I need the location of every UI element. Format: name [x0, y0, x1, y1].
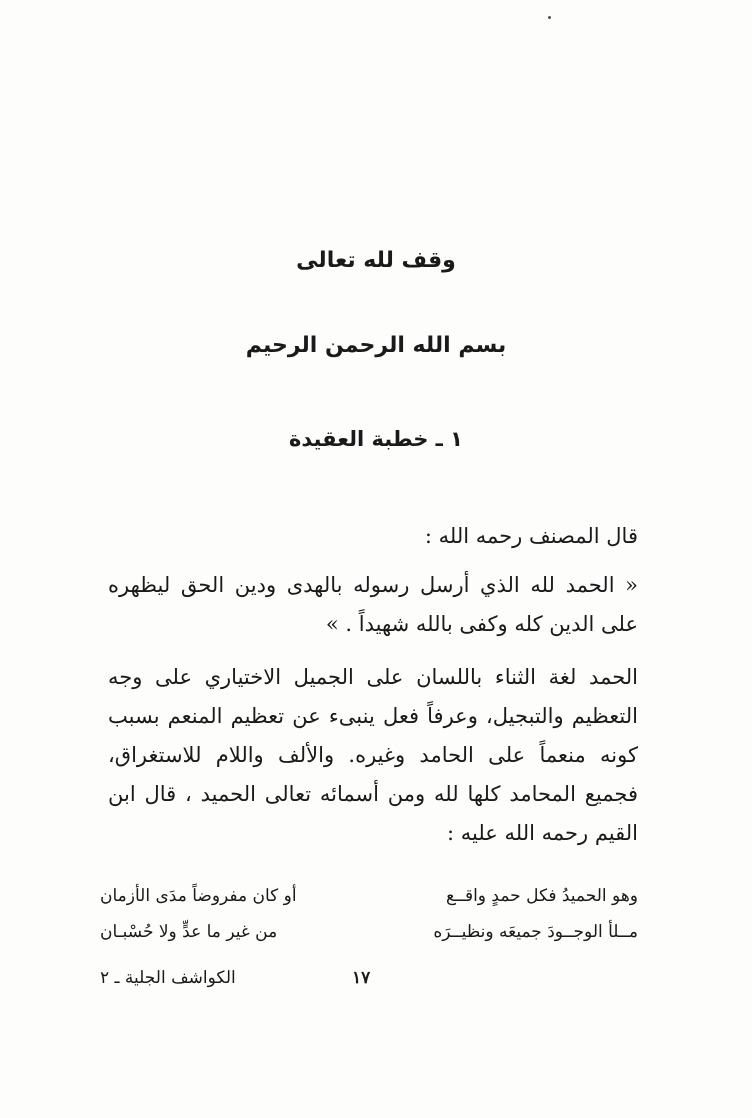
quoted-text: « الحمد لله الذي أرسل رسوله بالهدى ودين الحق ليظهره على الدين كله وكفى بالله شهيداً . » — [108, 573, 638, 636]
dedication-heading: وقف لله تعالى — [296, 248, 456, 273]
verse-2-first-hemistich: مــلأ الوجــودَ جميعَه ونظيــرَه — [433, 922, 638, 942]
page-number: ١٧ — [352, 968, 371, 988]
section-title: ١ ـ خطبة العقيدة — [289, 427, 463, 451]
commentary-paragraph: الحمد لغة الثناء باللسان على الجميل الاختياري على وجه التعظيم والتبجيل، وعرفاً فعل ينبىء عن تعظيم المنعم بسبب كونه منعماً على الحامد وغيره. والألف واللام للاستغراق، فجميع المحامد كلها لله ومن أسمائه تعالى الحميد ، قال ابن القيم رحمه الله عليه : — [108, 665, 638, 845]
verse-1-first-hemistich: وهو الحميدُ فكل حمدٍ واقــع — [445, 886, 638, 906]
verse-1-second-hemistich: أو كان مفروضاً مدَى الأزمان — [100, 886, 297, 906]
verse-2-second-hemistich: من غير ما عدٍّ ولا حُسْبـان — [100, 922, 278, 942]
intro-line: قال المصنف رحمه الله : — [424, 524, 638, 548]
scan-speck — [548, 16, 551, 19]
basmala-heading: بسم الله الرحمن الرحيم — [245, 333, 507, 358]
book-signature: الكواشف الجلية ـ ٢ — [100, 968, 236, 988]
